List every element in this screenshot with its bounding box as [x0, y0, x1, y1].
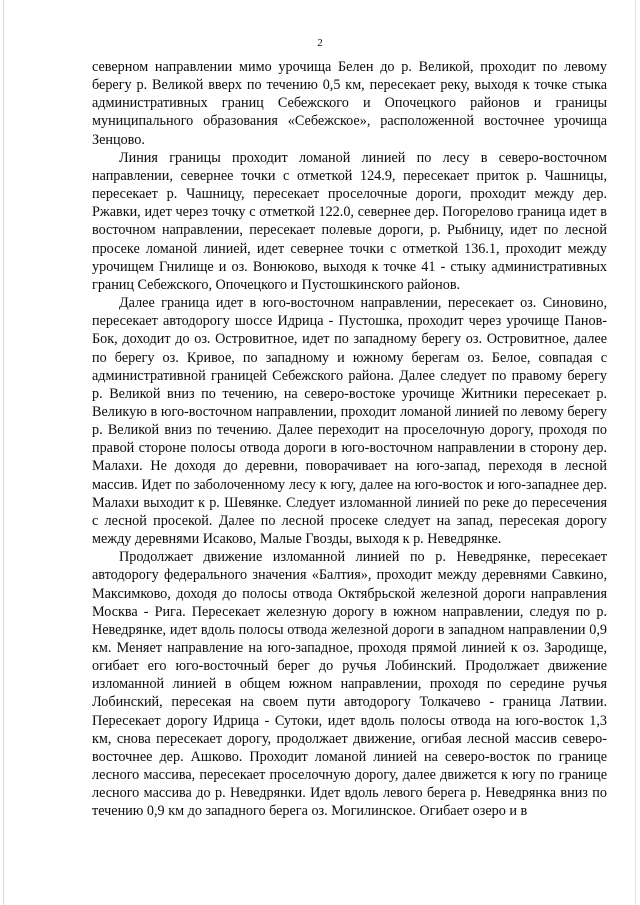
scan-edge-left — [3, 0, 4, 905]
paragraph-3: Далее граница идет в юго-восточном направлении, пересекает оз. Синовино, пересекает автодорогу шоссе Идрица - Пустошка, проходит через урочище Панов-Бок, доходит до оз. Островитное, идет по западному берегу оз. Островитное, далее по берегу оз. Кривое, по западному и южному берегам оз. Белое, совпадая с административной границей Себежского района. Далее следует по правому берегу р. Великой вниз по течению, на северо-востоке урочище Житники пересекает р. Великую в юго-восточном направлении, проходит ломаной линией по левому берегу р. Великой вниз по течению. Далее переходит на проселочную дорогу, проходя по правой стороне полосы отвода дороги в юго-восточном направлении в сторону дер. Малахи. Не доходя до деревни, поворачивает на юго-запад, переходя в лесной массив. Идет по заболоченному лесу к югу, далее на юго-восток и юго-западнее дер. Малахи выходит к р. Шевянке. Следует изломанной линией по реке до пересечения с лесной просекой. Далее по лесной просеке следует на запад, пересекая дорогу между деревнями Исаково, Малые Гвозды, выходя к р. Неведрянке. — [92, 295, 607, 548]
scan-edge-right — [635, 0, 636, 905]
document-body — [92, 58, 607, 821]
paragraph-2: Линия границы проходит ломаной линией по лесу в северо-восточном направлении, севернее точки с отметкой 124.9, пересекает приток р. Чашницы, пересекает р. Чашницу, пересекает проселочные дороги, проходит между дер. Ржавки, идет через точку с отметкой 122.0, севернее дер. Погорелово граница идет в восточном направлении, пересекает полевые дороги, р. Рыбницу, идет по лесной просеке ломаной линией, идет севернее точки с отметкой 136.1, проходит между урочищем Гнилище и оз. Вонюково, выходя к точке 41 - стыку административных границ Себежского, Опочецкого и Пустошкинского районов. — [92, 149, 607, 293]
page-number: 2 — [317, 37, 323, 49]
paragraph-4: Продолжает движение изломанной линией по р. Неведрянке, пересекает автодорогу федерального значения «Балтия», проходит между деревнями Савкино, Максимково, доходя до полосы отвода Октябрьской железной дороги направления Москва - Рига. Пересекает железную дорогу в южном направлении, следуя по р. Неведрянке, идет вдоль полосы отвода железной дороги в западном направлении 0,9 км. Меняет направление на юго-западное, проходя прямой линией к оз. Зародище, огибает его юго-восточный берег до ручья Лобинский. Продолжает движение изломанной линией в общем южном направлении, проходя по середине ручья Лобинский, пересекая на своем пути автодорогу Толкачево - граница Латвии. Пересекает дорогу Идрица - Сутоки, идет вдоль полосы отвода на юго-восток 1,3 км, снова пересекает дорогу, продолжает движение, огибая лесной массив северо-восточнее дер. Ашково. Проходит ломаной линией на северо-восток по границе лесного массива, пересекает проселочную дорогу, далее движется к югу по границе лесного массива до р. Неведрянки. Идет вдоль левого берега р. Неведрянка вниз по течению 0,9 км до западного берега оз. Могилинское. Огибает озеро и в — [92, 549, 607, 820]
paragraph-1: северном направлении мимо урочища Белен до р. Великой, проходит по левому берегу р. Великой вверх по течению 0,5 км, пересекает реку, выходя к точке стыка административных границ Себежского и Опочецкого районов и границы муниципального образования «Себежское», расположенной восточнее урочища Зенцово. — [92, 59, 607, 148]
